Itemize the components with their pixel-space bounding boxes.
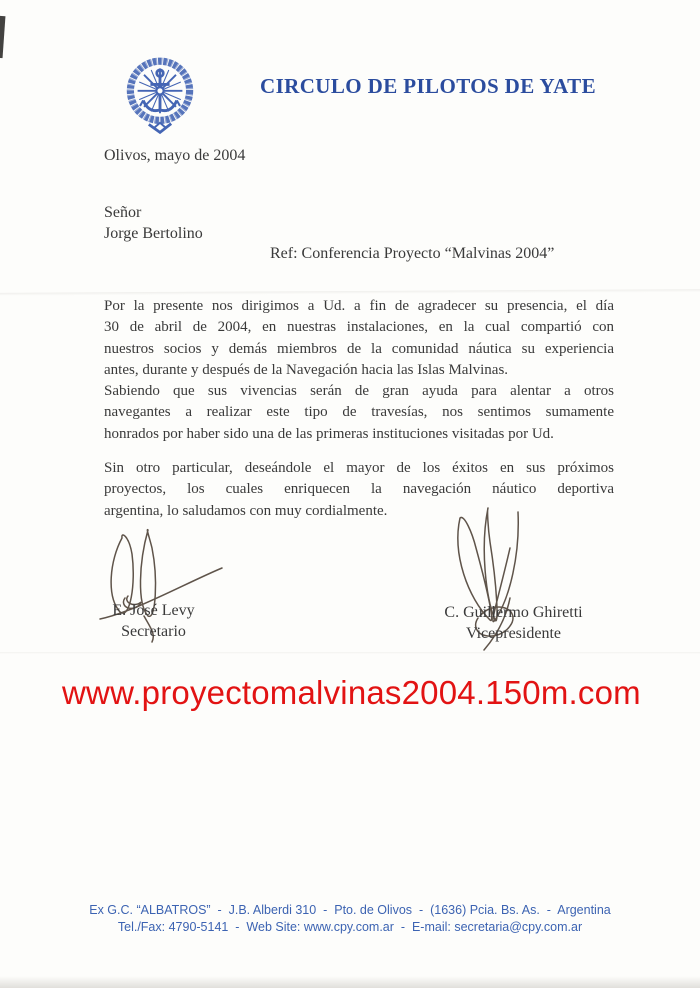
body-line: proyectos, los cuales enriquecen la navegación náutico deportiva	[104, 481, 614, 498]
footer-contact-line: Tel./Fax: 4790-5141 - Web Site: www.cpy.com.ar - E-mail: secretaria@cpy.com.ar	[117, 920, 583, 934]
scan-bottom-shadow	[0, 976, 700, 988]
website-url-banner: www.proyectomalvinas2004.150m.com	[62, 674, 641, 711]
signatory-left	[96, 600, 211, 642]
signatory-title: Vicepresidente	[466, 625, 561, 642]
letterhead-footer	[0, 902, 700, 936]
body-line: 30 de abril de 2004, en nuestras instalaciones, en la cual compartió con	[104, 319, 614, 336]
signatory-title: Secretario	[121, 623, 186, 640]
paper-crease	[0, 289, 700, 296]
body-line: antes, durante y después de la Navegación hacia las Islas Malvinas.	[104, 361, 509, 378]
signatory-name: C. Guillermo Ghiretti	[444, 604, 583, 621]
addressee-block	[104, 202, 203, 244]
date-line: Olivos, mayo de 2004	[104, 147, 246, 164]
organization-title: CIRCULO DE PILOTOS DE YATE	[260, 74, 596, 98]
yacht-club-logo-icon	[120, 54, 200, 138]
body-paragraph-1	[104, 296, 614, 445]
body-line: Sabiendo que sus vivencias serán de gran ayuda para alentar a otros	[104, 383, 614, 400]
body-line: navegantes a realizar este tipo de travesías, nos sentimos sumamente	[104, 404, 614, 421]
body-line: Sin otro particular, deseándole el mayor de los éxitos en sus próximos	[104, 460, 614, 476]
signatory-name: E. José Levy	[112, 602, 195, 619]
body-line: argentina, lo saludamos con muy cordialmente.	[104, 502, 388, 519]
signatory-right	[426, 602, 601, 644]
footer-address-line: Ex G.C. “ALBATROS” - J.B. Alberdi 310 - Pto. de Olivos - (1636) Pcia. Bs. As. - Argentina	[89, 903, 611, 917]
paper-crease	[0, 652, 700, 654]
scan-edge-mark	[0, 16, 5, 58]
body-line: honrados por haber sido una de las primeras instituciones visitadas por Ud.	[104, 425, 554, 442]
addressee-name: Jorge Bertolino	[104, 225, 203, 242]
addressee-salutation: Señor	[104, 204, 142, 221]
body-line: Por la presente nos dirigimos a Ud. a fin de agradecer su presencia, el día	[104, 298, 614, 314]
reference-line: Ref: Conferencia Proyecto “Malvinas 2004”	[270, 245, 555, 262]
body-line: nuestros socios y demás miembros de la comunidad náutica su experiencia	[104, 340, 614, 357]
